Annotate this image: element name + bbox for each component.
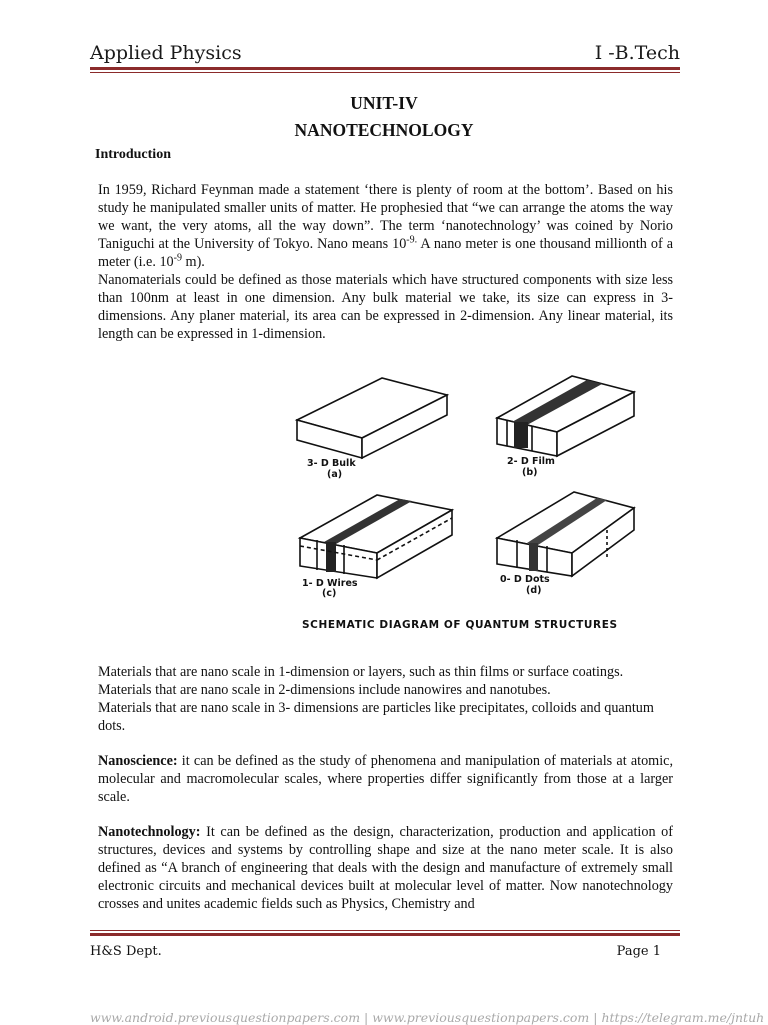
page-header	[90, 40, 680, 66]
footer-rule	[90, 933, 680, 936]
exponent-2: -9	[173, 252, 182, 264]
page-number: Page 1	[616, 944, 661, 959]
intro-text-1: In 1959, Richard Feynman made a statement ‘there is plenty of room at the bottom’. Based on his study he manipulated smaller units of matter. He prophesied that “we can arrange the atoms the way we want, the very atoms, all the way down”. The term ‘nanotechnology’ was coined by Norio Taniguchi at the University of Tokyo. Nano means 10	[98, 182, 673, 252]
bulk-tag: (a)	[327, 469, 343, 480]
figure-caption: SCHEMATIC DIAGRAM OF QUANTUM STRUCTURES	[302, 619, 618, 631]
quantum-structures-diagram	[282, 370, 652, 640]
header-course: I -B.Tech	[594, 42, 680, 64]
wires-tag: (c)	[322, 588, 337, 599]
intro-text-4: Nanomaterials could be defined as those materials which have structured components with size less than 100nm at least in one dimension. Any bulk material we take, its size can express in 3-dimensions. Any planer material, its area can be expressed in 2-dimension. Any linear material, its length can be expressed in 1-dimension.	[98, 272, 673, 342]
header-rule-thin	[90, 72, 680, 73]
footer-dept: H&S Dept.	[90, 944, 162, 959]
bulk-label: 3- D Bulk	[307, 458, 356, 469]
nanoscience-text: it can be defined as the study of phenomena and manipulation of materials at atomic, molecular and macromolecular scales, where properties differ significantly from those at a larger scale.	[98, 753, 673, 805]
scale-line-3: Materials that are nano scale in 3- dimensions are particles like precipitates, colloids and quantum dots.	[98, 700, 654, 734]
wires-label: 1- D Wires	[302, 578, 358, 589]
header-rule	[90, 67, 680, 70]
scale-line-1: Materials that are nano scale in 1-dimension or layers, such as thin films or surface coatings.	[98, 664, 624, 680]
intro-text-3: m).	[181, 254, 205, 270]
exponent-1: -9.	[406, 234, 418, 246]
nanoscale-list	[98, 663, 678, 735]
dots-tag: (d)	[526, 585, 542, 596]
intro-text-2: A nano meter is one thousand millionth of a meter (i.e. 10	[98, 236, 673, 270]
dots-block	[497, 492, 634, 576]
bulk-block	[297, 378, 447, 458]
film-tag: (b)	[522, 467, 538, 478]
watermark-links: www.android.previousquestionpapers.com | www.previousquestionpapers.com | https://telegram.me/jntuh	[90, 1010, 765, 1025]
film-block	[497, 376, 634, 456]
film-label: 2- D Film	[507, 456, 555, 467]
quantum-structures-figure	[282, 370, 652, 640]
nanoscience-term: Nanoscience:	[98, 753, 178, 769]
scale-line-2: Materials that are nano scale in 2-dimensions include nanowires and nanotubes.	[98, 682, 551, 698]
nanotechnology-paragraph	[98, 823, 673, 913]
unit-title: UNIT-IV	[350, 93, 418, 113]
nanotechnology-text: It can be defined as the design, characterization, production and application of structures, devices and systems by controlling shape and size at the nano meter scale. It is also defined as “A branch of engineering that deals with the design and manufacture of extremely small electronic circuits and mechanical devices built at molecular level of matter. Now nanotechnology crosses and unites academic fields such as Physics, Chemistry and	[98, 824, 673, 912]
dots-label: 0- D Dots	[500, 574, 550, 585]
topic-title: NANOTECHNOLOGY	[294, 120, 474, 140]
header-subject: Applied Physics	[90, 42, 242, 64]
nanoscience-paragraph	[98, 752, 673, 806]
intro-heading: Introduction	[95, 147, 171, 162]
nanotechnology-term: Nanotechnology:	[98, 824, 201, 840]
footer-rule-thin	[90, 930, 680, 931]
wires-block	[300, 495, 452, 578]
intro-paragraph	[98, 181, 673, 343]
